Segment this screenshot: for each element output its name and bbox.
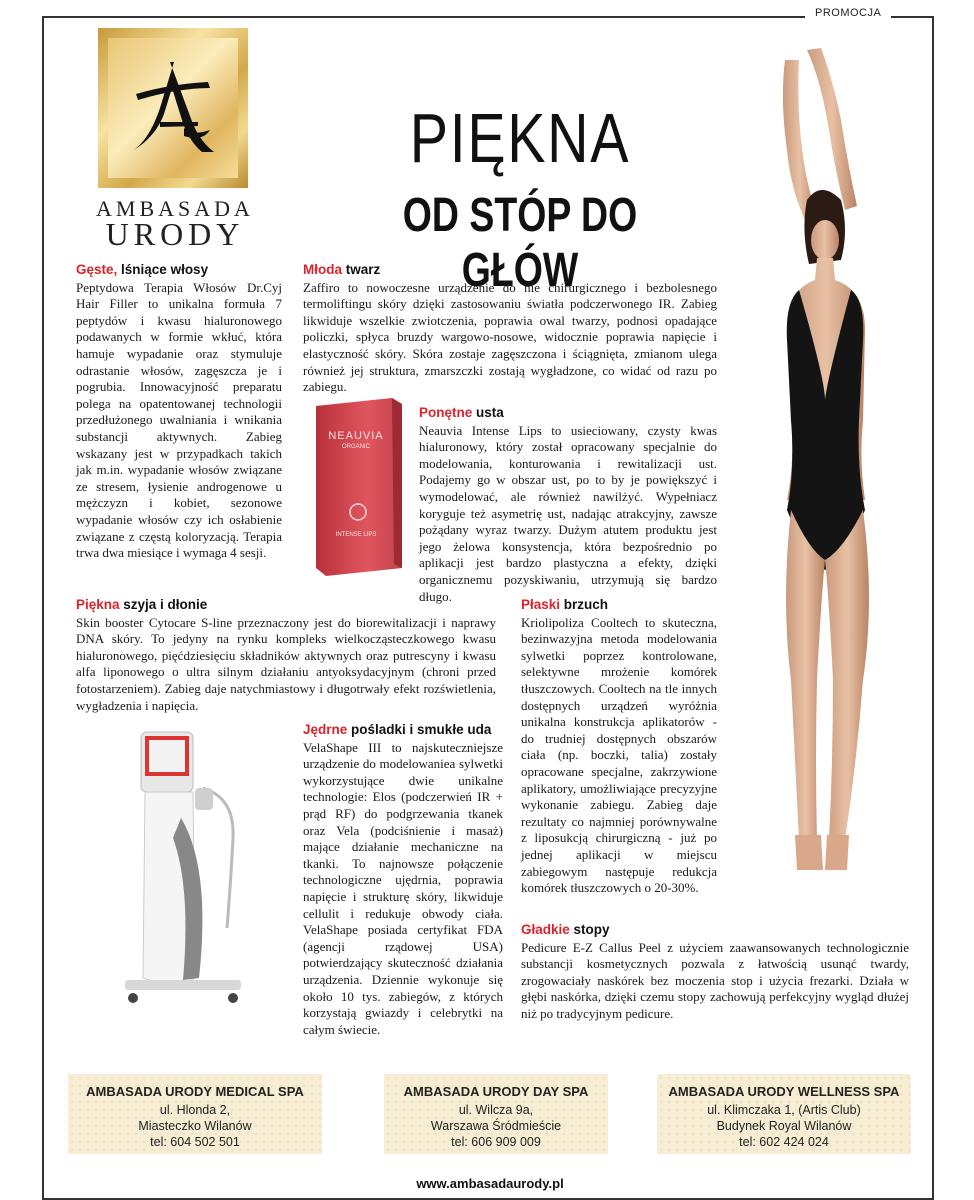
section-neck <box>76 597 496 714</box>
section-neck-body: Skin booster Cytocare S-line przeznaczony jest do biorewitalizacji i naprawy DNA skóry. To jedyny na rynku kompleks wielkocząsteczkowego kwasu hialuronowego, pięćdziesięciu składników aktywnych oraz putrescyny i kwasu alfa liponowego o ultra silnym działaniu antyoksydacyjnym (chroni przed fotostarzeniem). Zabieg daje natychmiastowy i długotrwały efekt rozświetlenia, wygładzenia i napięcia. <box>76 614 496 713</box>
section-hair-body: Peptydowa Terapia Włosów Dr.Cyj Hair Filler to unikalna formuła 7 peptydów i kwasu hialuronowego podawanych w formie wkłuć, która hamuje wypadanie oraz stymuluje odrastanie włosów, zagęszcza je i pogrubia. Innowacyjność preparatu polega na opatentowanej technologii przedłużonego uwalniania i wnikania substancji aktywnych. Zabieg wskazany jest w przypadkach takich jak m.in. wypadanie włosów związane ze stresem, łysienie androgenowe u mężczyzn i kobiet, sezonowe wypadanie włosów czy ich osłabienie związane z częstą koloryzacją. Terapia trwa dwa miesiące i wymaga 4 sesji. <box>76 279 282 561</box>
location-phone: tel: 604 502 501 <box>150 1135 240 1149</box>
velashape-device-image <box>115 728 255 1028</box>
location-address: ul. Klimczaka 1, (Artis Club) <box>707 1103 861 1117</box>
location-wellness-spa <box>657 1074 911 1154</box>
website-link[interactable]: www.ambasadaurody.pl <box>416 1176 564 1191</box>
product-label: INTENSE LIPS <box>335 532 377 538</box>
headline-line1: PIĘKNA <box>409 99 631 177</box>
section-buttocks-title: Jędrne pośladki i smukłe uda <box>303 722 492 737</box>
section-belly <box>521 597 717 897</box>
section-face-body: Zaffiro to nowoczesne urządzenie do nie chirurgicznego i bezbolesnego termoliftingu skóry dzięki zastosowaniu światła podczerwonego IR. Zabieg likwiduje wszelkie zwiotczenia, poprawia owal twarzy, podnosi opadające policzki, spłyca bruzdy wargowo-nosowe, widocznie poprawia napięcie i elastyczność skóry. Skóra zostaje zagęszczona i ściągnięta, zmianom ulega również jej struktura, zmarszczki zostają wygładzone, co widać od razu po zabiegu. <box>303 279 717 395</box>
section-buttocks-body: VelaShape III to najskuteczniejsze urządzenie do modelowaniea sylwetki wykorzystujące dwie unikalne technologie: Elos (podczerwień IR + prąd RF) do podgrzewania tkanek oraz Vela (podciśnienie i masaż) mające działanie mechaniczne na tkanki. To najnowsze połączenie technologiczne ujędrnia, poprawia napięcie i strukturę skóry, likwiduje cellulit i redukuje obwody ciała. VelaShape posiada certyfikat FDA (agencji rządowej USA) potwierdzający skuteczność działania urządzenia. Dziennie wykonuje się około 10 tys. zabiegów, z których korzystają gwiazdy i celebrytki na całym świecie. <box>303 739 503 1037</box>
promo-label: PROMOCJA <box>805 7 891 19</box>
product-sub: ORGANIC <box>341 444 370 450</box>
location-medical-spa <box>68 1074 322 1154</box>
location-district: Budynek Royal Wilanów <box>716 1119 852 1133</box>
section-belly-title: Płaski brzuch <box>521 597 609 612</box>
location-title: AMBASADA URODY WELLNESS SPA <box>668 1084 900 1099</box>
section-face-title: Młoda twarz <box>303 262 381 277</box>
section-neck-title: Piękna szyja i dłonie <box>76 597 208 612</box>
location-phone: tel: 602 424 024 <box>739 1135 829 1149</box>
product-brand: NEAUVIA <box>328 430 384 442</box>
logo <box>98 28 248 188</box>
product-box-image <box>302 392 410 578</box>
section-face <box>303 262 717 396</box>
section-lips-body: Neauvia Intense Lips to usieciowany, czysty kwas hialuronowy, który został opracowany specjalnie do modelowania, konturowania i rewitalizacji ust. Podajemy go w obszar ust, po to by je powiększyć i wymodelować, ale również nawilżyć. Wypełniacz koryguje też asymetrię ust, nadając atrakcyjny, zawsze pożądany wyraz twarzy. Dużym atutem produktu jest jego żelowa konsystencja, która bezpośrednio po aplikacji jest bardzo plastyczna a efekty, dzięki organicznemu pozyskiwaniu, utrzymują się bardzo długo. <box>419 422 717 604</box>
location-title: AMBASADA URODY MEDICAL SPA <box>86 1084 304 1099</box>
section-feet-title: Gładkie stopy <box>521 922 610 937</box>
headline-line2: OD STÓP DO GŁÓW <box>402 189 638 297</box>
section-lips-title: Ponętne usta <box>419 405 504 420</box>
section-hair-title: Gęste, lśniące włosy <box>76 262 209 277</box>
section-belly-body: Kriolipoliza Cooltech to skuteczna, bezinwazyjna metoda modelowania sylwetki poprzez kontrolowane, selektywne mrożenie komórek tłuszczowych. Cooltech na tle innych dostępnych urządzeń wyróżnia unikalna konstrukcja aplikatorów - do trudniej dostępnych obszarów ciała (np. boczki, talia) zostały opracowane specjalne, zakrzywione aplikatory, umożliwiające precyzyjne wykonanie zabiegu. Zabieg daje rezultaty co najmniej porównywalne z liposukcją chirurgiczną - już po jednej aplikacji w miejscu zabiegowym następuje redukcja komórek tłuszczowych o 20-30%. <box>521 614 717 896</box>
location-district: Miasteczko Wilanów <box>138 1119 252 1133</box>
location-district: Warszawa Śródmieście <box>430 1119 562 1133</box>
logo-brand-line1: AMBASADA <box>96 196 254 221</box>
logo-brand-line2: URODY <box>105 216 245 252</box>
location-address: ul. Hlonda 2, <box>159 1103 231 1117</box>
section-feet-body: Pedicure E-Z Callus Peel z użyciem zaawansowanych technologicznie substancji kosmetycznych pozwala z łatwością usunąć twardy, zrogowaciały naskórek bez moczenia stop i użycia frezarki. Działa w głębi naskórka, dzięki czemu stopy zachowują perfekcyjny wygląd dłużej niż po tradycyjnym pedicure. <box>521 939 909 1021</box>
logo-emblem-icon <box>98 28 248 188</box>
model-photo <box>725 40 925 880</box>
section-lips <box>419 405 717 605</box>
location-title: AMBASADA URODY DAY SPA <box>403 1084 589 1099</box>
location-address: ul. Wilcza 9a, <box>458 1103 534 1117</box>
location-phone: tel: 606 909 009 <box>451 1135 541 1149</box>
section-hair <box>76 262 282 562</box>
location-day-spa <box>384 1074 608 1154</box>
section-feet <box>521 922 909 1023</box>
section-buttocks <box>303 722 503 1038</box>
